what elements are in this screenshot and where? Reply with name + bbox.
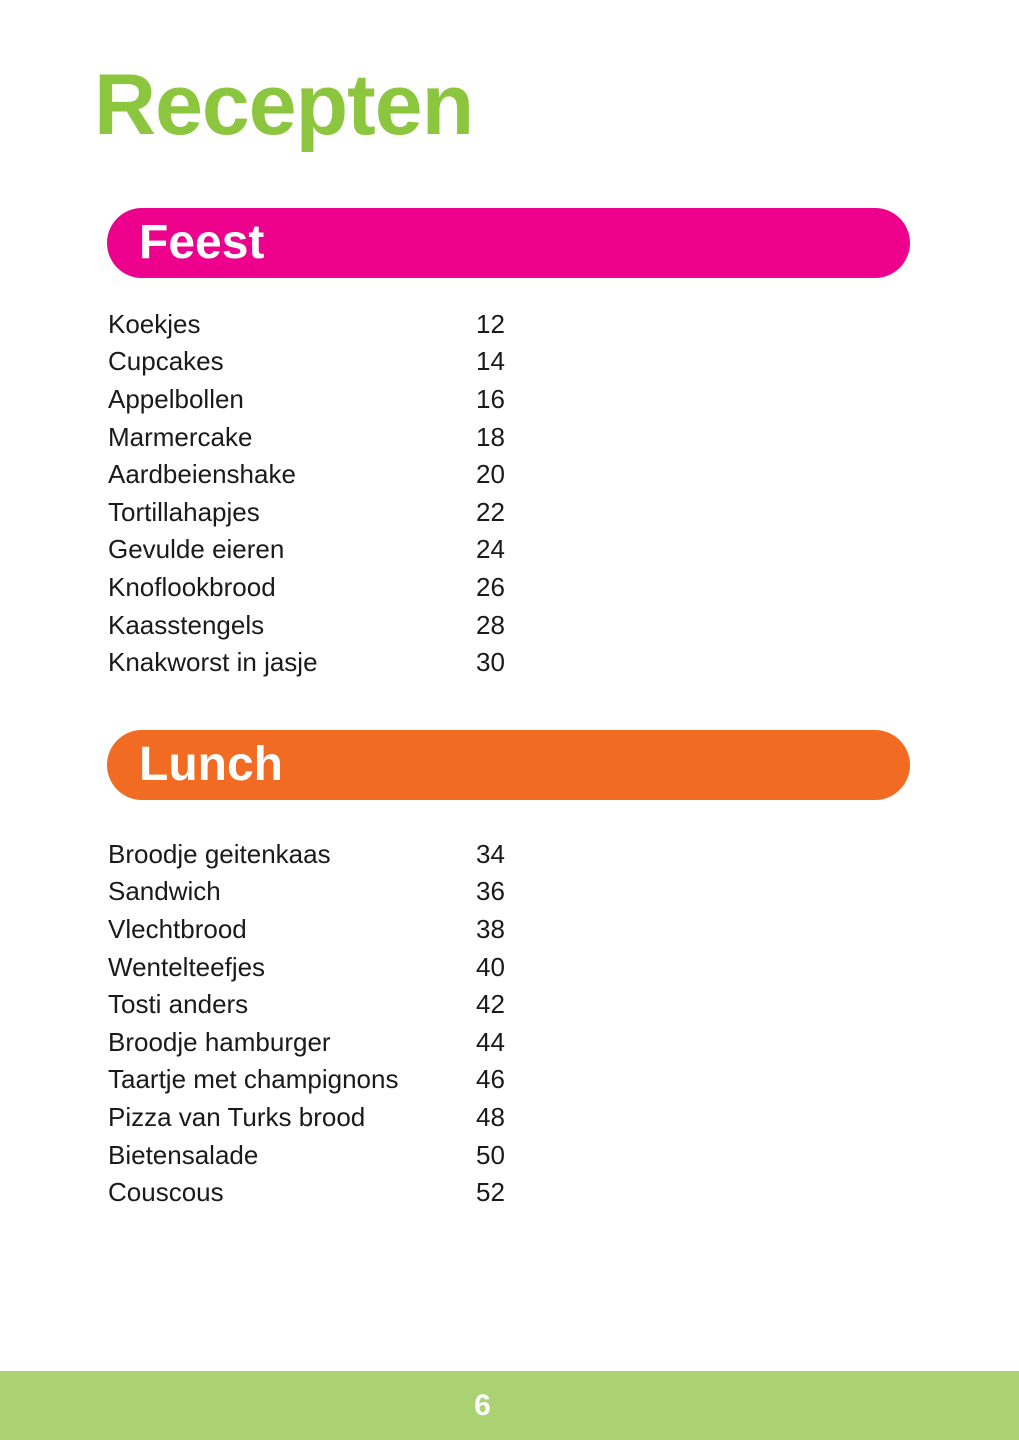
recipe-list-lunch [108,835,536,1211]
recipe-row [108,531,536,569]
recipe-page-number: 20 [476,459,505,490]
recipe-row [108,910,536,948]
recipe-page-number: 46 [476,1064,505,1095]
recipe-row [108,493,536,531]
recipe-row [108,835,536,873]
recipe-page-number: 12 [476,308,505,339]
recipe-row [108,1061,536,1099]
recipe-row [108,1173,536,1211]
section-banner-lunch [107,730,910,800]
recipe-page-number: 26 [476,571,505,602]
recipe-row [108,1023,536,1061]
recipe-name: Appelbollen [108,383,244,414]
recipe-page-number: 24 [476,534,505,565]
recipe-row [108,343,536,381]
recipe-page-number: 36 [476,876,505,907]
recipe-name: Taartje met champignons [108,1064,399,1095]
recipe-name: Koekjes [108,308,201,339]
recipe-row [108,985,536,1023]
recipe-name: Pizza van Turks brood [108,1101,366,1132]
recipe-page-number: 48 [476,1101,505,1132]
recipe-page-number: 16 [476,383,505,414]
recipe-name: Vlechtbrood [108,913,247,944]
footer-bar [0,1371,1019,1440]
recipe-name: Kaasstengels [108,609,265,640]
recipe-page-number: 40 [476,951,505,982]
page-title: Recepten [94,57,474,153]
recipe-row [108,418,536,456]
recipe-name: Gevulde eieren [108,534,285,565]
section-banner-feest [107,208,910,278]
recipe-name: Sandwich [108,876,221,907]
recipe-list-feest [108,305,536,681]
section-heading-feest: Feest [139,216,265,269]
recipe-name: Wentelteefjes [108,951,266,982]
recipe-row [108,1136,536,1174]
page-number: 6 [474,1388,491,1422]
recipe-name: Couscous [108,1177,224,1208]
recipe-page-number: 38 [476,913,505,944]
recipe-name: Broodje hamburger [108,1026,331,1057]
recipe-row [108,948,536,986]
recipe-row [108,1098,536,1136]
recipe-row [108,455,536,493]
recipe-row [108,568,536,606]
section-heading-lunch: Lunch [139,738,283,791]
recipe-page-number: 42 [476,989,505,1020]
recipe-page-number: 14 [476,346,505,377]
recipe-row [108,305,536,343]
recipe-page-number: 52 [476,1177,505,1208]
recipe-name: Knakworst in jasje [108,647,318,678]
recipe-row [108,873,536,911]
recipe-page-number: 28 [476,609,505,640]
recipe-row [108,606,536,644]
recipe-name: Cupcakes [108,346,224,377]
recipe-name: Broodje geitenkaas [108,838,331,869]
recipe-page-number: 34 [476,838,505,869]
recipe-row [108,643,536,681]
recipe-row [108,380,536,418]
recipe-page-number: 18 [476,421,505,452]
recipe-page-number: 44 [476,1026,505,1057]
recipe-name: Tortillahapjes [108,496,260,527]
recipe-page-number: 22 [476,496,505,527]
recipe-page-number: 30 [476,647,505,678]
recipe-name: Bietensalade [108,1139,259,1170]
recipe-name: Marmercake [108,421,253,452]
recipe-name: Tosti anders [108,989,249,1020]
recipe-name: Aardbeienshake [108,459,296,490]
recipe-page-number: 50 [476,1139,505,1170]
recipe-name: Knoflookbrood [108,571,276,602]
